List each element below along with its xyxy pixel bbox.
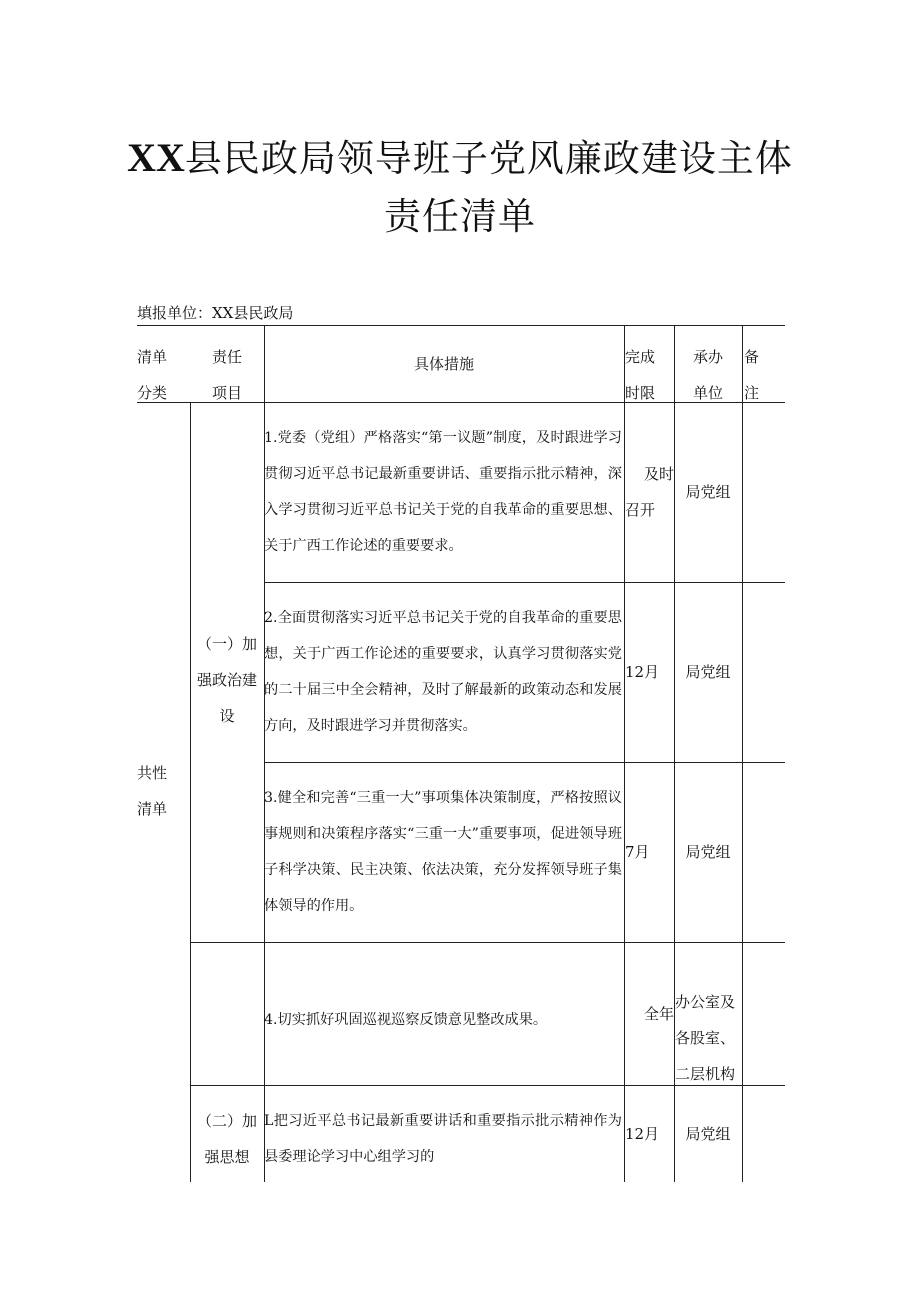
category-line-1: 共性 [137, 764, 168, 782]
item-politics [190, 626, 264, 734]
grid-line [190, 402, 191, 1182]
header-dept [674, 339, 742, 411]
dept-line: 二层机构 [675, 1065, 736, 1083]
header-measures-text: 具体措施 [413, 355, 474, 373]
measure-4 [264, 1002, 622, 1038]
document-title-line-2: 责任清单 [384, 195, 536, 238]
dept-2 [674, 654, 742, 690]
measure-3 [264, 762, 622, 942]
grid-line [624, 325, 625, 1182]
header-category-line-2: 分类 [137, 384, 168, 402]
measure-2 [264, 582, 622, 762]
measure-text: L把习近平总书记最新重要讲话和重要指示批示精神作为县委理论学习中心组学习的 [264, 1113, 622, 1165]
grid-line [137, 325, 785, 326]
dept-3 [674, 834, 742, 870]
dept-text: 局党组 [685, 663, 731, 681]
item-line: （二）加 [196, 1112, 257, 1130]
title-rest: 县民政局领导班子党风廉政建设主体 [184, 137, 793, 180]
measure-text: 3.健全和完善“三重一大”事项集体决策制度，严格按照议事规则和决策程序落实“三重一大”重要事项，促进领导班子科学决策、民主决策、依法决策，充分发挥领导班子集体领导的作用。 [264, 790, 622, 914]
grid-line [190, 942, 785, 943]
category-cell [137, 755, 190, 827]
header-item [190, 339, 264, 411]
measure-text: 1.党委（党组）严格落实“第一议题”制度，及时跟进学习贯彻习近平总书记最新重要讲话、重要指示批示精神，深入学习贯彻习近平总书记关于党的自我革命的重要思想、关于广西工作论述的重要要求。 [264, 430, 622, 554]
header-remark-line-1: 备 [744, 348, 760, 366]
deadline-text: 12月 [625, 663, 660, 681]
fill-unit: 填报单位：XX县民政局 [137, 304, 294, 322]
header-deadline-line-2: 时限 [625, 384, 656, 402]
item-line: 设 [219, 707, 235, 725]
dept-4 [675, 984, 745, 1092]
dept-5 [674, 1116, 742, 1152]
item-thought [190, 1103, 264, 1175]
dept-text: 局党组 [685, 843, 731, 861]
deadline-3 [625, 834, 674, 870]
dept-text: 局党组 [685, 1125, 731, 1143]
measure-5 [264, 1103, 622, 1175]
dept-text: 局党组 [685, 483, 731, 501]
measure-text: 4.切实抓好巩固巡视巡察反馈意见整改成果。 [264, 1012, 548, 1028]
header-remark-line-2: 注 [744, 384, 760, 402]
item-line: 强政治建 [196, 671, 257, 689]
header-category [137, 339, 190, 411]
dept-line: 各股室、 [675, 1029, 736, 1047]
header-deadline-line-1: 完成 [625, 348, 656, 366]
header-deadline [625, 339, 674, 411]
deadline-1 [625, 456, 674, 528]
dept-1 [674, 474, 742, 510]
deadline-text: 12月 [625, 1125, 660, 1143]
measure-1 [264, 402, 622, 582]
header-dept-line-1: 承办 [692, 348, 723, 366]
header-remark [744, 339, 784, 411]
deadline-2 [625, 654, 674, 690]
item-line: （一）加 [196, 635, 257, 653]
dept-line: 办公室及 [675, 993, 736, 1011]
category-line-2: 清单 [137, 800, 168, 818]
deadline-text: 全年 [643, 1005, 674, 1023]
deadline-line-2: 召开 [625, 501, 656, 519]
deadline-4 [625, 996, 674, 1032]
deadline-text: 7月 [625, 843, 650, 861]
item-line: 强思想 [204, 1148, 250, 1166]
document-title-line-1 [0, 128, 920, 182]
title-prefix: XX [127, 135, 185, 180]
deadline-line-1: 及时 [643, 465, 674, 483]
header-item-line-2: 项目 [211, 384, 242, 402]
header-category-line-1: 清单 [137, 348, 168, 366]
header-measures [264, 346, 624, 382]
header-dept-line-2: 单位 [692, 384, 723, 402]
header-item-line-1: 责任 [211, 348, 242, 366]
measure-text: 2.全面贯彻落实习近平总书记关于党的自我革命的重要思想，关于广西工作论述的重要要求，认真学习贯彻落实党的二十届三中全会精神，及时了解最新的政策动态和发展方向，及时跟进学习并贯彻落实。 [264, 610, 622, 734]
deadline-5 [625, 1116, 674, 1152]
